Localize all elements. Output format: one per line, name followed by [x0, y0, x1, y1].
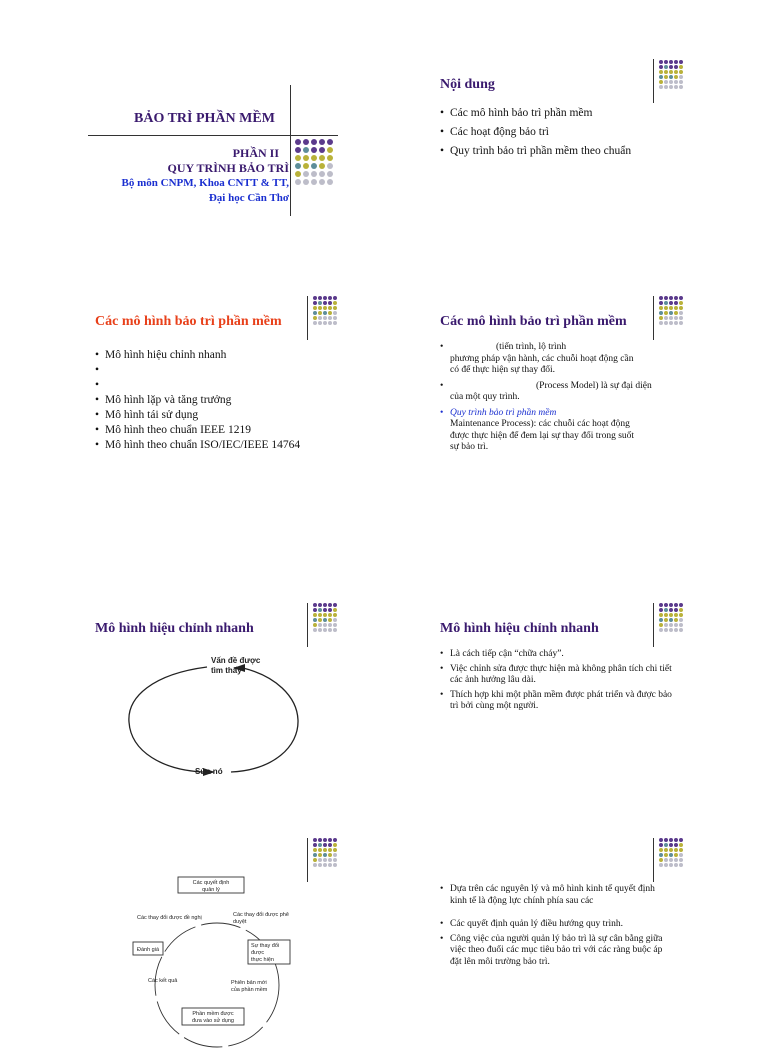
list-item: • (tiến trình, lộ trình phương pháp vận hành, các chuỗi hoạt động cần có để thực hiện sự thay đổi.	[440, 342, 680, 377]
cycle-arc-left	[129, 667, 207, 772]
box-right	[248, 940, 290, 964]
decorative-dots-icon	[295, 139, 333, 185]
part-label: PHẦN II	[232, 146, 279, 160]
divider-vertical	[290, 85, 291, 216]
list-item: • Quy trình bảo trì phần mềm theo chuẩn	[440, 144, 720, 159]
divider-vertical	[653, 603, 654, 647]
list-item: • Là cách tiếp cận “chữa cháy”.	[440, 649, 672, 661]
slide-8-economics	[438, 835, 728, 1024]
slide-7-cycle-diagram	[93, 835, 383, 1024]
notes-list	[440, 649, 672, 716]
svg-text:Các quyết định: Các quyết định	[192, 880, 230, 886]
item-line: (Process Model) là sự đại diện	[536, 380, 652, 391]
list-item: • Mô hình hiệu chỉnh nhanh	[95, 348, 335, 363]
list-item	[95, 363, 335, 378]
slide-4-definitions	[438, 293, 728, 508]
slide-title: Mô hình hiệu chỉnh nhanh	[95, 621, 254, 636]
contents-list	[440, 106, 720, 159]
slide-2-contents	[438, 56, 728, 271]
list-item: • Các quyết định quản lý điều hướng quy trình.	[440, 919, 672, 931]
quick-fix-cycle-diagram	[123, 652, 323, 782]
slide-title: BẢO TRÌ PHẦN MỀM	[134, 111, 275, 126]
department: Bộ môn CNPM, Khoa CNTT & TT,	[121, 177, 289, 189]
list-item: • Công việc của người quản lý bảo trì là sự cân bằng giữa việc theo đuổi các mục tiêu bảo trì với các ràng buộc áp đặt lên môi trường bảo trì.	[440, 934, 672, 969]
divider-vertical	[307, 603, 308, 647]
list-item: • Các mô hình bảo trì phần mềm	[440, 106, 720, 121]
svg-text:Phần mềm được: Phần mềm được	[192, 1011, 234, 1017]
list-item: • Các hoạt động bảo trì	[440, 125, 720, 140]
box-top	[178, 877, 244, 893]
label-left-bottom: Các kết quả	[148, 978, 178, 984]
divider-vertical	[307, 296, 308, 340]
slide-6-quick-fix-notes	[438, 600, 728, 815]
list-item: • Dựa trên các nguyên lý và mô hình kinh tế quyết định kinh tế là động lực chính phía sau các	[440, 884, 672, 907]
school: Đại học Cần Thơ	[208, 192, 289, 204]
box-bottom	[182, 1008, 244, 1025]
label-right-bottom: của phần mềm	[231, 987, 268, 993]
list-item: • (Process Model) là sự đại diện của một quy trình.	[440, 381, 680, 404]
slide-5-quick-fix	[93, 600, 383, 815]
item-line: phương pháp vận hành, các chuỗi hoạt động cần	[450, 353, 634, 364]
item-emphasis: Quy trình bảo trì phần mềm	[450, 407, 557, 418]
svg-text:thực hiện: thực hiện	[251, 957, 274, 963]
divider-vertical	[653, 296, 654, 340]
svg-text:Đánh giá: Đánh giá	[136, 947, 160, 953]
cycle-arc-right	[231, 668, 298, 772]
decorative-dots-icon	[659, 60, 683, 89]
decorative-dots-icon	[659, 603, 683, 632]
economics-list	[440, 884, 672, 971]
list-item: • Mô hình theo chuẩn ISO/IEC/IEEE 14764	[95, 438, 335, 453]
models-list	[95, 348, 335, 453]
list-item: • Thích hợp khi một phần mềm được phát triển và được bảo trì bởi cùng một người.	[440, 690, 672, 713]
top-label: tìm thấy	[211, 666, 242, 675]
item-line: có để thực hiện sự thay đổi.	[450, 365, 556, 375]
slide-3-models	[93, 293, 383, 508]
divider-horizontal	[88, 135, 338, 136]
list-item: • Mô hình theo chuẩn IEEE 1219	[95, 423, 335, 438]
slide-title: Các mô hình bảo trì phần mềm	[95, 314, 282, 329]
svg-text:Sự thay đổi: Sự thay đổi	[251, 943, 280, 949]
decorative-dots-icon	[313, 603, 337, 632]
item-line: được thực hiện để đem lại sự thay đổi trong suốt	[450, 430, 635, 441]
list-item	[95, 378, 335, 393]
decorative-dots-icon	[659, 838, 683, 867]
list-item: • Quy trình bảo trì phần mềm Maintenance Process): các chuỗi các hoạt động được thực hiện để đem lại sự thay đổi trong suốt sự bảo trì.	[440, 408, 680, 454]
divider-vertical	[653, 59, 654, 103]
divider-vertical	[653, 838, 654, 882]
list-item: • Mô hình lặp và tăng trưởng	[95, 393, 335, 408]
divider-vertical	[307, 838, 308, 882]
definitions-list	[440, 342, 680, 454]
item-line: (tiến trình, lộ trình	[496, 342, 567, 352]
slide-1-title	[85, 82, 375, 297]
item-line: của một quy trình.	[450, 392, 520, 402]
slide-title: Các mô hình bảo trì phần mềm	[440, 314, 627, 329]
label-right-top: duyệt	[233, 919, 247, 925]
decorative-dots-icon	[313, 838, 337, 867]
box-left	[133, 942, 163, 955]
part-subtitle: QUY TRÌNH BẢO TRÌ	[167, 161, 289, 175]
svg-text:quản lý: quản lý	[202, 887, 220, 893]
top-label: Vấn đề được	[211, 656, 261, 665]
bottom-label: Sửa nó	[195, 767, 223, 776]
item-line: Maintenance Process): các chuỗi các hoạt động	[450, 419, 630, 429]
label-left-top: Các thay đổi được đề nghị	[137, 915, 202, 921]
maintenance-cycle-diagram	[127, 873, 307, 1063]
svg-text:đưa vào sử dụng: đưa vào sử dụng	[192, 1018, 234, 1024]
item-line: sự bảo trì.	[450, 442, 489, 452]
decorative-dots-icon	[313, 296, 337, 325]
label-right-top: Các thay đổi được phê	[233, 912, 289, 918]
svg-text:được: được	[251, 950, 265, 956]
label-right-bottom: Phiên bản mới	[231, 980, 267, 986]
list-item: • Mô hình tái sử dụng	[95, 408, 335, 423]
list-item: • Việc chỉnh sửa được thực hiện mà không phân tích chi tiết các ảnh hưởng lâu dài.	[440, 664, 672, 687]
slide-title: Nội dung	[440, 77, 495, 92]
decorative-dots-icon	[659, 296, 683, 325]
slide-title: Mô hình hiệu chỉnh nhanh	[440, 621, 599, 636]
